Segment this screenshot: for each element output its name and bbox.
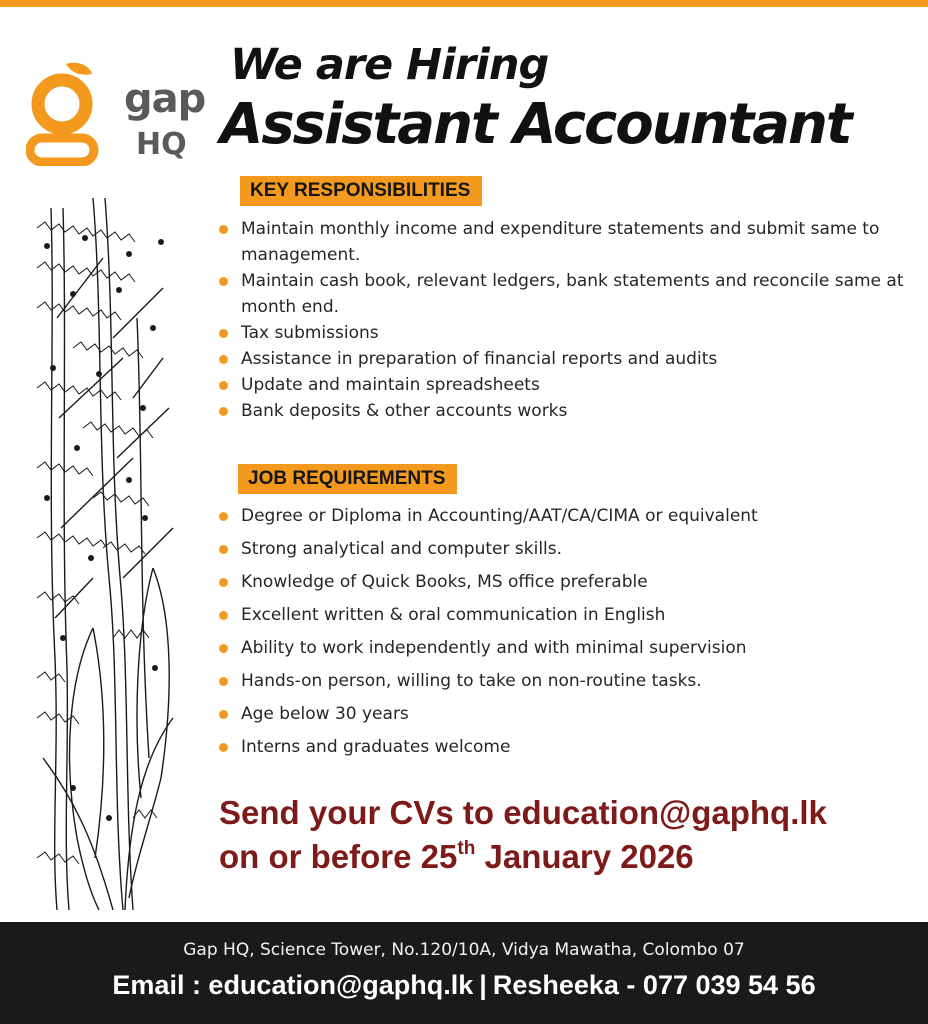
cta-deadline-pre: on or before 25 (219, 838, 458, 875)
list-item-text: Degree or Diploma in Accounting/AAT/CA/CIMA or equivalent (241, 506, 758, 526)
list-item-text: Maintain cash book, relevant ledgers, bank statements and reconcile same at month end. (241, 271, 904, 317)
bullet-icon (219, 277, 228, 286)
list-item-text: Interns and graduates welcome (241, 737, 511, 757)
list-item-text: Maintain monthly income and expenditure statements and submit same to management. (241, 219, 880, 265)
list-item (219, 346, 909, 372)
bullet-icon (219, 381, 228, 390)
hiring-kicker: We are Hiring (230, 40, 549, 90)
plant-sketch-illustration (33, 198, 177, 910)
list-item-text: Ability to work independently and with minimal supervision (241, 638, 747, 658)
list-item (219, 398, 909, 424)
gaphq-logo (26, 62, 206, 172)
bullet-icon (219, 355, 228, 364)
footer-address: Gap HQ, Science Tower, No.120/10A, Vidya Mawatha, Colombo 07 (183, 940, 745, 960)
footer-bar (0, 922, 928, 1024)
bullet-icon (219, 225, 228, 234)
bullet-icon (219, 578, 228, 587)
footer-phone: Resheeka - 077 039 54 56 (492, 970, 816, 1000)
list-item (219, 268, 909, 320)
list-item-text: Assistance in preparation of financial reports and audits (241, 349, 718, 369)
bullet-icon (219, 677, 228, 686)
list-item (219, 536, 909, 569)
list-item-text: Tax submissions (241, 323, 379, 343)
requirements-list (219, 503, 909, 767)
footer-contact (0, 970, 928, 1001)
bullet-icon (219, 407, 228, 416)
list-item (219, 635, 909, 668)
section-heading-responsibilities: KEY RESPONSIBILITIES (240, 176, 482, 206)
logo-subtext: HQ (136, 127, 187, 162)
list-item-text: Update and maintain spreadsheets (241, 375, 540, 395)
job-title: Assistant Accountant (220, 92, 851, 157)
top-accent-bar (0, 0, 928, 7)
list-item (219, 734, 909, 767)
list-item (219, 701, 909, 734)
list-item-text: Age below 30 years (241, 704, 409, 724)
bullet-icon (219, 743, 228, 752)
bullet-icon (219, 611, 228, 620)
list-item-text: Hands-on person, willing to take on non-routine tasks. (241, 671, 702, 691)
list-item-text: Bank deposits & other accounts works (241, 401, 568, 421)
bullet-icon (219, 710, 228, 719)
list-item (219, 668, 909, 701)
cta-deadline-suffix: th (457, 838, 476, 859)
gap-logo-mark-icon (26, 62, 102, 166)
bullet-icon (219, 644, 228, 653)
list-item (219, 503, 909, 536)
list-item-text: Strong analytical and computer skills. (241, 539, 563, 559)
bullet-icon (219, 329, 228, 338)
bullet-icon (219, 545, 228, 554)
list-item (219, 320, 909, 346)
list-item (219, 372, 909, 398)
list-item (219, 602, 909, 635)
cta-deadline (219, 838, 694, 876)
section-heading-requirements: JOB REQUIREMENTS (238, 464, 457, 494)
cta-send-cv: Send your CVs to education@gaphq.lk (219, 794, 827, 831)
responsibilities-list (219, 216, 909, 424)
bullet-icon (219, 512, 228, 521)
logo-wordmark: gap (124, 76, 206, 122)
footer-email: Email : education@gaphq.lk (112, 970, 474, 1000)
list-item (219, 216, 909, 268)
list-item-text: Knowledge of Quick Books, MS office preferable (241, 572, 648, 592)
list-item-text: Excellent written & oral communication in English (241, 605, 666, 625)
footer-separator: | (479, 970, 487, 1000)
list-item (219, 569, 909, 602)
cta-deadline-post: January 2026 (475, 838, 694, 875)
